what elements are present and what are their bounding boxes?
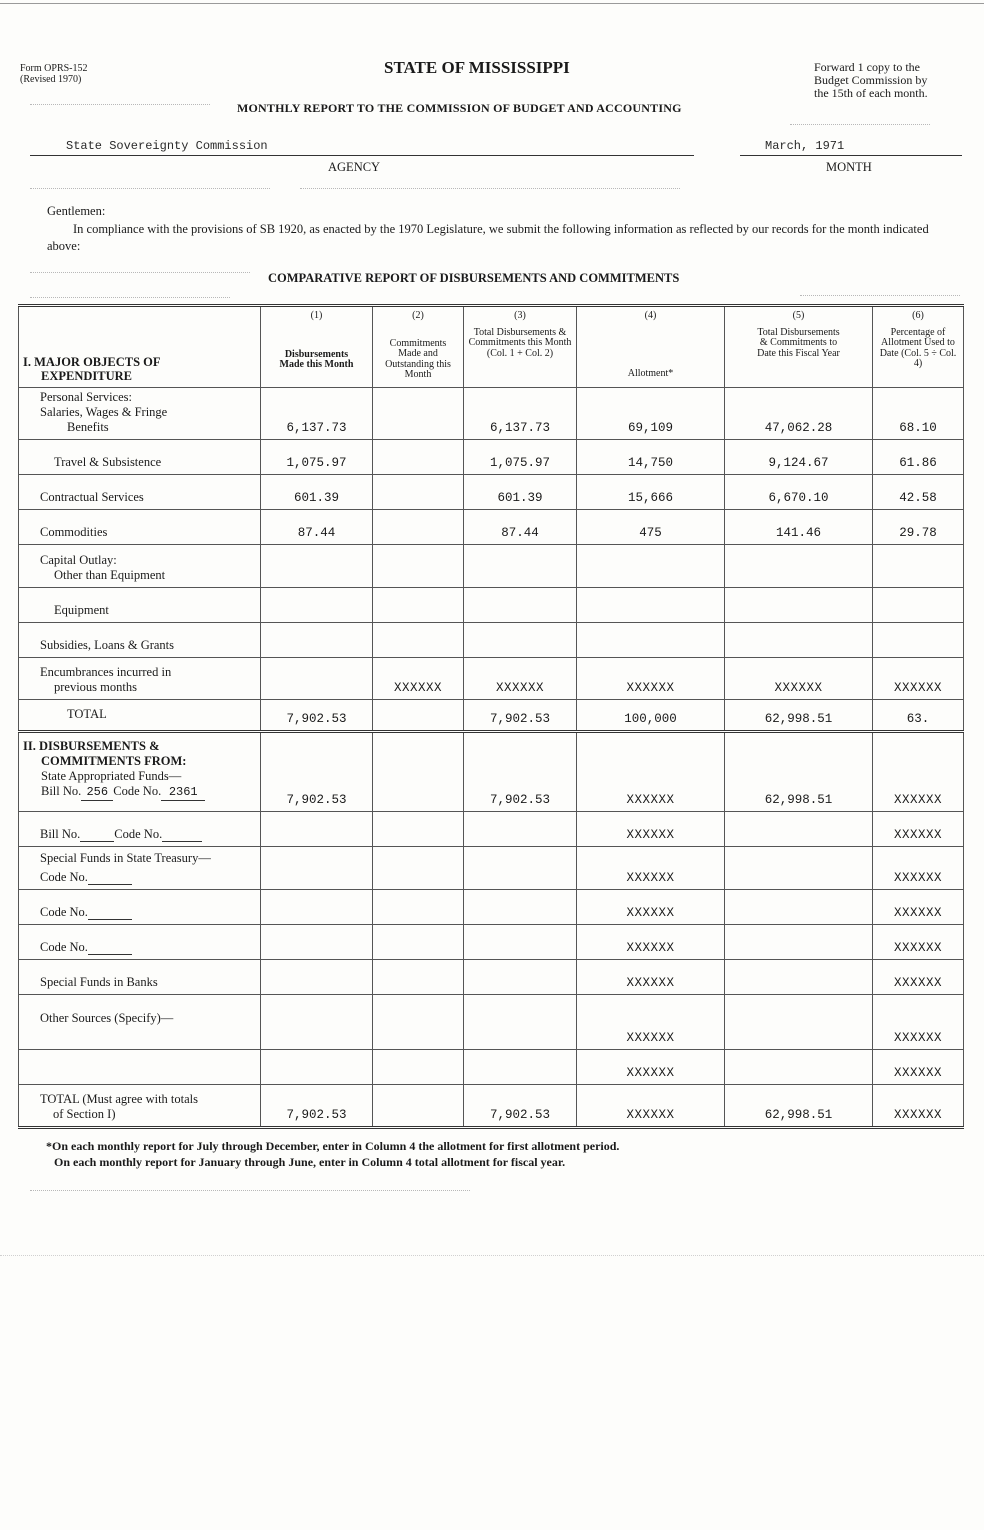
- row-label: [19, 847, 261, 890]
- cell-c1: 7,902.53: [261, 700, 373, 732]
- cell-c2: [373, 545, 464, 588]
- col-header-3: [464, 306, 577, 388]
- special-banks-label: Special Funds in Banks: [40, 975, 158, 989]
- cell-c4: XXXXXX: [577, 925, 725, 960]
- cell-c5: 141.46: [725, 510, 873, 545]
- col-number: (6): [912, 310, 924, 321]
- cell-c6: [873, 623, 964, 658]
- cell-c2: XXXXXX: [373, 658, 464, 700]
- letter-body: In compliance with the provisions of SB 1920, as enacted by the 1970 Legislature, we submit the following information as reflected by our records for the month indicated above:: [47, 222, 929, 253]
- table-row: [19, 588, 964, 623]
- row-label: [19, 545, 261, 588]
- col-header-1: [261, 306, 373, 388]
- bill-value: 256: [81, 785, 113, 801]
- cell-c5: [725, 623, 873, 658]
- row-label-line: Contractual Services: [40, 490, 144, 504]
- table-row: [19, 995, 964, 1050]
- table-row: [19, 388, 964, 440]
- cell-c4: [577, 545, 725, 588]
- cell-c3: [464, 812, 577, 847]
- cell-c3: 7,902.53: [464, 1085, 577, 1128]
- cell-c1: 1,075.97: [261, 440, 373, 475]
- cell-c6: 29.78: [873, 510, 964, 545]
- row-label: [19, 1085, 261, 1128]
- cell-c4: XXXXXX: [577, 890, 725, 925]
- col-number: (5): [792, 310, 805, 321]
- col-header-6: [873, 306, 964, 388]
- col-label: Total Disbursements & Commitments this Month (Col. 1 + Col. 2): [468, 326, 572, 359]
- cell-c2: [373, 925, 464, 960]
- cell-c6: XXXXXX: [873, 995, 964, 1050]
- cell-c1: 7,902.53: [261, 732, 373, 812]
- cell-c3: 1,075.97: [464, 440, 577, 475]
- cell-c4: XXXXXX: [577, 1050, 725, 1085]
- cell-c1: [261, 1050, 373, 1085]
- agency-label: AGENCY: [328, 160, 381, 174]
- code-blank: [88, 874, 132, 885]
- total-label-line: of Section I): [53, 1107, 116, 1121]
- cell-c2: [373, 700, 464, 732]
- cell-c4: XXXXXX: [577, 732, 725, 812]
- cell-c5: [725, 1050, 873, 1085]
- cell-c5: [725, 890, 873, 925]
- cell-c3: 6,137.73: [464, 388, 577, 440]
- row-label-line: Capital Outlay:: [40, 553, 117, 567]
- cell-c1: [261, 545, 373, 588]
- table-row: [19, 545, 964, 588]
- other-sources-label: Other Sources (Specify)—: [40, 1011, 174, 1025]
- row-label-line: TOTAL: [67, 707, 107, 721]
- report-title: MONTHLY REPORT TO THE COMMISSION OF BUDGET AND ACCOUNTING: [237, 101, 682, 115]
- cell-c3: 7,902.53: [464, 700, 577, 732]
- code-label: Code No.: [40, 905, 88, 919]
- cell-c5: [725, 995, 873, 1050]
- cell-c2: [373, 388, 464, 440]
- forward-note-line: Forward 1 copy to the: [814, 60, 920, 74]
- cell-c1: [261, 890, 373, 925]
- cell-c6: 61.86: [873, 440, 964, 475]
- cell-c2: [373, 623, 464, 658]
- cell-c3: 7,902.53: [464, 732, 577, 812]
- cell-c2: [373, 812, 464, 847]
- row-label-line: Equipment: [54, 603, 109, 617]
- row-label: [19, 700, 261, 732]
- table-row: [19, 890, 964, 925]
- cell-c2: [373, 995, 464, 1050]
- row-label-line: Encumbrances incurred in: [40, 665, 172, 679]
- row-label: [19, 995, 261, 1050]
- section2-heading-line: II. DISBURSEMENTS &: [23, 739, 160, 753]
- cell-c4: [577, 588, 725, 623]
- cell-c6: 63.: [873, 700, 964, 732]
- row-label-line: Commodities: [40, 525, 108, 539]
- row-label-line: previous months: [54, 680, 137, 694]
- cell-c1: 601.39: [261, 475, 373, 510]
- cell-c4: XXXXXX: [577, 812, 725, 847]
- cell-c1: [261, 960, 373, 995]
- cell-c6: 68.10: [873, 388, 964, 440]
- cell-c5: 6,670.10: [725, 475, 873, 510]
- cell-c5: 62,998.51: [725, 700, 873, 732]
- table-row: [19, 440, 964, 475]
- table-row: [19, 925, 964, 960]
- table-row: [19, 623, 964, 658]
- table-row: [19, 960, 964, 995]
- cell-c1: [261, 847, 373, 890]
- cell-c6: 42.58: [873, 475, 964, 510]
- row-label: [19, 588, 261, 623]
- cell-c3: [464, 847, 577, 890]
- cell-c4: 15,666: [577, 475, 725, 510]
- cell-c3: [464, 588, 577, 623]
- header-row: [19, 306, 964, 388]
- col-label: Allotment*: [627, 367, 674, 379]
- table-row: [19, 732, 964, 812]
- bill-blank: [80, 831, 114, 842]
- cell-c1: [261, 812, 373, 847]
- section2-heading-line: COMMITMENTS FROM:: [41, 754, 187, 768]
- table-row: [19, 1050, 964, 1085]
- cell-c1: 87.44: [261, 510, 373, 545]
- state-title: STATE OF MISSISSIPPI: [384, 58, 570, 77]
- cell-c6: XXXXXX: [873, 960, 964, 995]
- cell-c4: 475: [577, 510, 725, 545]
- cell-c6: XXXXXX: [873, 1050, 964, 1085]
- row-label: [19, 658, 261, 700]
- total-row: [19, 700, 964, 732]
- cell-c4: XXXXXX: [577, 658, 725, 700]
- col-number: (1): [310, 310, 323, 321]
- total-label-line: TOTAL (Must agree with totals: [40, 1092, 198, 1106]
- cell-c5: 62,998.51: [725, 1085, 873, 1128]
- cell-c2: [373, 1050, 464, 1085]
- cell-c5: 9,124.67: [725, 440, 873, 475]
- month-underline: [740, 155, 962, 156]
- col-number: (4): [644, 310, 657, 321]
- cell-c2: [373, 510, 464, 545]
- row-label-line: Travel & Subsistence: [54, 455, 162, 469]
- cell-c6: [873, 545, 964, 588]
- cell-c1: [261, 658, 373, 700]
- table-row: [19, 812, 964, 847]
- cell-c5: [725, 925, 873, 960]
- cell-c5: [725, 588, 873, 623]
- col-label: Total Disbursements & Commitments to Date this Fiscal Year: [757, 326, 840, 359]
- code-label: Code No.: [40, 870, 88, 884]
- code-blank: [88, 909, 132, 920]
- row-label: [19, 960, 261, 995]
- cell-c3: [464, 623, 577, 658]
- form-revision: (Revised 1970): [20, 74, 82, 85]
- row-label-line: Benefits: [67, 420, 109, 434]
- code-label: Code No.: [40, 940, 88, 954]
- col-header-4: [577, 306, 725, 388]
- code-blank: [162, 831, 202, 842]
- cell-c3: [464, 995, 577, 1050]
- cell-c1: [261, 588, 373, 623]
- cell-c6: XXXXXX: [873, 925, 964, 960]
- cell-c6: XXXXXX: [873, 732, 964, 812]
- section1-heading: [19, 306, 261, 388]
- bill-code-line: [23, 784, 256, 801]
- bill-label: Bill No.: [40, 827, 81, 841]
- table-row: [19, 510, 964, 545]
- cell-c1: [261, 925, 373, 960]
- row-label-line: Other than Equipment: [54, 568, 166, 582]
- bill-label: Bill No.: [41, 784, 82, 798]
- footnote: [46, 1138, 619, 1170]
- row-label: [19, 440, 261, 475]
- table-row: [19, 847, 964, 890]
- cell-c3: [464, 960, 577, 995]
- row-label: [19, 1050, 261, 1085]
- cell-c4: XXXXXX: [577, 1085, 725, 1128]
- state-funds-label: State Appropriated Funds—: [41, 769, 182, 783]
- cell-c5: [725, 812, 873, 847]
- table-row: [19, 475, 964, 510]
- cell-c1: [261, 995, 373, 1050]
- row-label: [19, 475, 261, 510]
- cell-c5: [725, 960, 873, 995]
- cell-c5: 47,062.28: [725, 388, 873, 440]
- row-label: [19, 890, 261, 925]
- cell-c3: [464, 925, 577, 960]
- cell-c3: XXXXXX: [464, 658, 577, 700]
- cell-c6: XXXXXX: [873, 847, 964, 890]
- cell-c3: [464, 890, 577, 925]
- cell-c5: [725, 545, 873, 588]
- col-label: Percentage of Allotment Used to Date (Col. 5 ÷ Col. 4): [879, 326, 957, 369]
- cell-c4: 14,750: [577, 440, 725, 475]
- col-number: (2): [412, 310, 424, 321]
- section1-heading-line: I. MAJOR OBJECTS OF: [23, 355, 161, 369]
- row-label: [19, 623, 261, 658]
- cell-c2: [373, 847, 464, 890]
- cell-c2: [373, 440, 464, 475]
- code-blank: [88, 944, 132, 955]
- cell-c5: 62,998.51: [725, 732, 873, 812]
- row-label: [19, 388, 261, 440]
- section1-heading-line: EXPENDITURE: [41, 369, 132, 383]
- code-value: 2361: [161, 785, 205, 801]
- row-label: [19, 812, 261, 847]
- form-number: Form OPRS-152: [20, 63, 88, 74]
- row-label: [19, 510, 261, 545]
- month-value: March, 1971: [765, 139, 845, 153]
- row-label-line: Personal Services:: [40, 390, 132, 404]
- row-label-line: Subsidies, Loans & Grants: [40, 638, 175, 652]
- cell-c4: XXXXXX: [577, 847, 725, 890]
- section2-block: [19, 732, 261, 812]
- total-row: [19, 1085, 964, 1128]
- footnote-line: *On each monthly report for July through December, enter in Column 4 the allotment for first allotment period.: [46, 1139, 620, 1153]
- cell-c5: XXXXXX: [725, 658, 873, 700]
- cell-c2: [373, 588, 464, 623]
- agency-value: State Sovereignty Commission: [66, 139, 268, 153]
- forward-note-line: Budget Commission by: [814, 73, 928, 87]
- col-header-5: [725, 306, 873, 388]
- cell-c6: XXXXXX: [873, 658, 964, 700]
- cell-c3: 601.39: [464, 475, 577, 510]
- cell-c2: [373, 732, 464, 812]
- col-label: Commitments Made and Outstanding this Month: [385, 337, 451, 380]
- cell-c4: [577, 623, 725, 658]
- month-label: MONTH: [826, 160, 872, 174]
- cell-c2: [373, 960, 464, 995]
- cell-c6: XXXXXX: [873, 890, 964, 925]
- col-header-2: [373, 306, 464, 388]
- report-table: [18, 304, 964, 1129]
- cell-c3: [464, 1050, 577, 1085]
- cell-c1: [261, 623, 373, 658]
- agency-underline: [30, 155, 694, 156]
- cell-c6: XXXXXX: [873, 1085, 964, 1128]
- cell-c4: 69,109: [577, 388, 725, 440]
- cell-c6: [873, 588, 964, 623]
- cell-c5: [725, 847, 873, 890]
- cell-c2: [373, 890, 464, 925]
- cell-c3: [464, 545, 577, 588]
- cell-c1: 7,902.53: [261, 1085, 373, 1128]
- table-row: [19, 658, 964, 700]
- row-label-line: Salaries, Wages & Fringe: [40, 405, 168, 419]
- col-number: (3): [514, 310, 526, 321]
- forward-note-line: the 15th of each month.: [814, 86, 928, 100]
- row-label: [19, 925, 261, 960]
- cell-c2: [373, 1085, 464, 1128]
- cell-c2: [373, 475, 464, 510]
- forward-note: [814, 61, 928, 100]
- salutation: Gentlemen:: [47, 204, 106, 218]
- special-treasury-label: Special Funds in State Treasury—: [40, 851, 211, 865]
- cell-c6: XXXXXX: [873, 812, 964, 847]
- footnote-line: On each monthly report for January through June, enter in Column 4 total allotment for fiscal year.: [54, 1155, 566, 1169]
- code-label: Code No.: [114, 827, 163, 841]
- cell-c4: XXXXXX: [577, 960, 725, 995]
- cell-c3: 87.44: [464, 510, 577, 545]
- col-label: Disbursements Made this Month: [279, 348, 354, 370]
- cell-c1: 6,137.73: [261, 388, 373, 440]
- cell-c4: XXXXXX: [577, 995, 725, 1050]
- table-title: COMPARATIVE REPORT OF DISBURSEMENTS AND COMMITMENTS: [268, 271, 680, 285]
- code-label: Code No.: [113, 784, 162, 798]
- cell-c4: 100,000: [577, 700, 725, 732]
